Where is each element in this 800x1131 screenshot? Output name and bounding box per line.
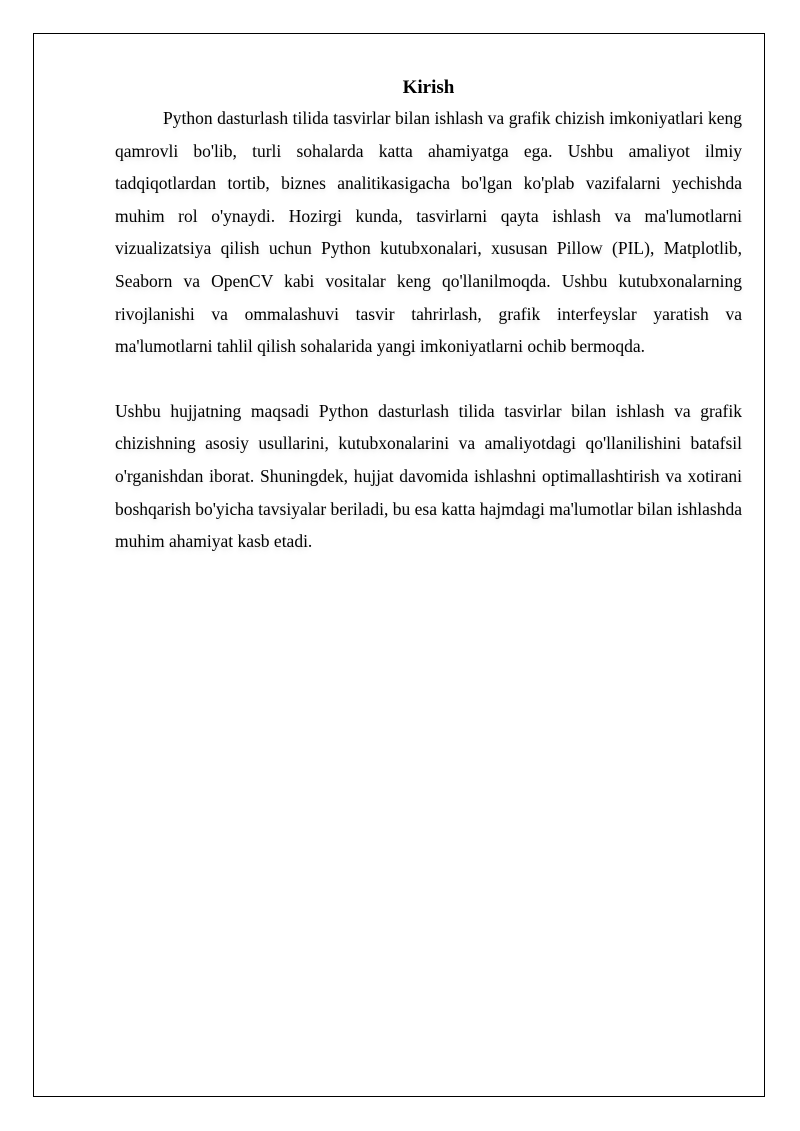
intro-paragraph-1: Python dasturlash tilida tasvirlar bilan ishlash va grafik chizish imkoniyatlari keng qamrovli bo'lib, turli sohalarda katta ahamiyatga ega. Ushbu amaliyot ilmiy tadqiqotlardan tortib, biznes analitikasigacha bo'lgan ko'plab vazifalarni yechishda muhim rol o'ynaydi. Hozirgi kunda, tasvirlarni qayta ishlash va ma'lumotlarni vizualizatsiya qilish uchun Python kutubxonalari, xususan Pillow (PIL), Matplotlib, Seaborn va OpenCV kabi vositalar keng qo'llanilmoqda. Ushbu kutubxonalarning rivojlanishi va ommalashuvi tasvir tahrirlash, grafik interfeyslar yaratish va ma'lumotlarni tahlil qilish sohalarida yangi imkoniyatlarni ochib bermoqda.: [115, 108, 742, 357]
paragraph-spacer: [115, 363, 742, 395]
intro-paragraph-2: Ushbu hujjatning maqsadi Python dasturlash tilida tasvirlar bilan ishlash va grafik chizishning asosiy usullarini, kutubxonalarini va amaliyotdagi qo'llanilishini batafsil o'rganishdan iborat. Shuningdek, hujjat davomida ishlashni optimallashtirish va xotirani boshqarish bo'yicha tavsiyalar beriladi, bu esa katta hajmdagi ma'lumotlar bilan ishlashda muhim ahamiyat kasb etadi.: [115, 400, 742, 552]
section-title: Kirish: [402, 77, 455, 98]
document-body: [115, 74, 742, 558]
